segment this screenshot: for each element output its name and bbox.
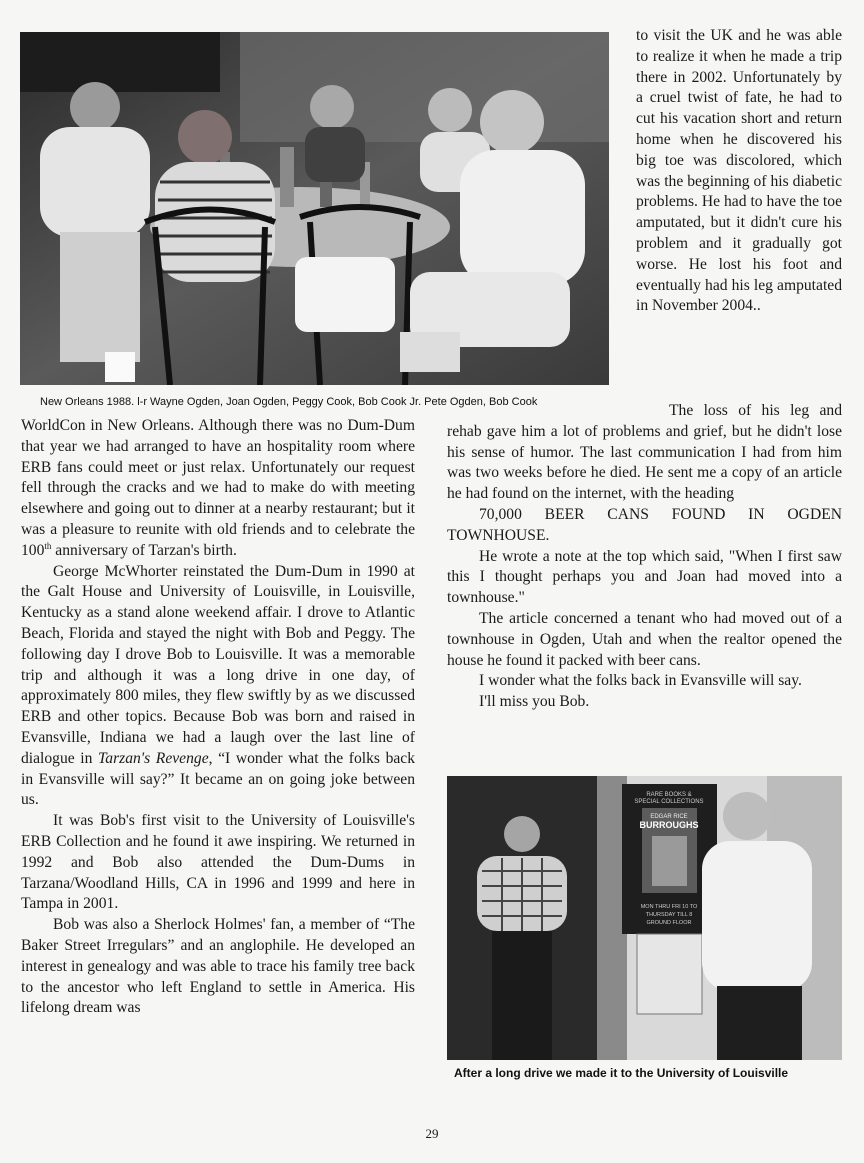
text-run: George McWhorter reinstated the Dum-Dum in 1990 at the Galt House and University of Louisville, in Louisville, Kentucky as a stand alone weekend affair. I drove to Atlantic Beach, Florida and stayed the night with Bob and Peggy. The following day I drove Bob to Louisville. It was a memorable trip and although it was a long drive in one day, of approximately 800 miles, they flew swiftly by as we discussed ERB and other topics. Because Bob was born and raised in Evansville, Indiana we had a laugh over the last line of dialogue in — [21, 562, 415, 767]
paragraph: I'll miss you Bob. — [479, 693, 590, 711]
paragraph: It was Bob's first visit to the University of Louisville's ERB Collection and he found it awe inspiring. We returned in 1992 and Bob also attended the Dum-Dums in Tarzana/Woodland Hills, CA in 1996 and 1999 and here in Tampa in 2001. — [21, 812, 415, 913]
poster-hours1: MON THRU FRI 10 TO — [640, 904, 698, 910]
paragraph: The loss of his leg and rehab gave him a lot of problems and grief, but he didn't lose his sense of humor. The last communication I had from him was two weeks before he died. He sent me a copy of an article he had found on the internet, with the heading — [447, 402, 842, 503]
poster-hours2: THURSDAY TILL 8 — [645, 912, 693, 918]
poster-line2: SPECIAL COLLECTIONS — [634, 799, 704, 805]
photo-new-orleans-group — [20, 32, 609, 385]
article-column-right — [447, 401, 842, 713]
superscript: th — [44, 540, 52, 551]
paragraph: Bob was also a Sherlock Holmes' fan, a member of “The Baker Street Irregulars” and an anglophile. He developed an interest in genealogy and was able to trace his family tree back to the ancestor who left England to settle in America. His lifelong dream was — [21, 916, 415, 1017]
paragraph: I wonder what the folks back in Evansville will say. — [479, 672, 802, 690]
film-title: Tarzan's Revenge — [98, 749, 209, 767]
page-number: 29 — [425, 1126, 439, 1141]
paragraph — [21, 416, 415, 562]
text-run: , “I wonder what the folks back in Evansville will say?” It became an on going joke between us. — [21, 749, 416, 809]
restaurant-group-image — [20, 32, 609, 385]
paragraph — [21, 562, 415, 812]
paragraph: The article concerned a tenant who had moved out of a townhouse in Ogden, Utah and when the realtor opened the house he found it packed with beer cans. — [447, 609, 842, 669]
poster-hours3: GROUND FLOOR — [646, 920, 692, 926]
poster-line1: RARE BOOKS & — [646, 792, 692, 798]
paragraph: to visit the UK and he was able to realize it when he made a trip there in 2002. Unfortunately by a cruel twist of fate, he had to cut his vacation short and return home when he discovered his big toe was discolored, which was the beginning of his diabetic problems. He had to have the toe amputated, but it didn't cure his problem and it gradually got worse. He lost his foot and eventually had his leg amputated in November 2004.. — [636, 27, 842, 315]
text-run: anniversary of Tarzan's birth. — [51, 541, 237, 559]
photo-caption-bottom: After a long drive we made it to the University of Louisville — [454, 1066, 789, 1080]
article-heading-quote: 70,000 BEER CANS FOUND IN OGDEN TOWNHOUSE. — [447, 505, 842, 544]
poster-title2: BURROUGHS — [639, 820, 699, 830]
text-run: WorldCon in New Orleans. Although there was no Dum-Dum that year we had arranged to have an hospitality room where ERB fans could meet or just relax. Unfortunately our request fell through the cracks and we had to make do with meeting elsewhere and going out to dinner at a nearby restaurant; but it was a pleasure to reunite with old friends and to celebrate the 100 — [21, 417, 415, 559]
university-visit-image — [447, 776, 842, 1060]
article-column-right-top — [636, 26, 842, 317]
article-column-left — [21, 416, 415, 1019]
photo-university-louisville — [447, 776, 842, 1060]
photo-caption-top: New Orleans 1988. l-r Wayne Ogden, Joan Ogden, Peggy Cook, Bob Cook Jr. Pete Ogden, Bob Cook — [40, 396, 538, 408]
paragraph: He wrote a note at the top which said, "When I first saw this I thought perhaps you and Joan had moved into a townhouse." — [447, 547, 842, 607]
poster-title1: EDGAR RICE — [650, 814, 688, 820]
